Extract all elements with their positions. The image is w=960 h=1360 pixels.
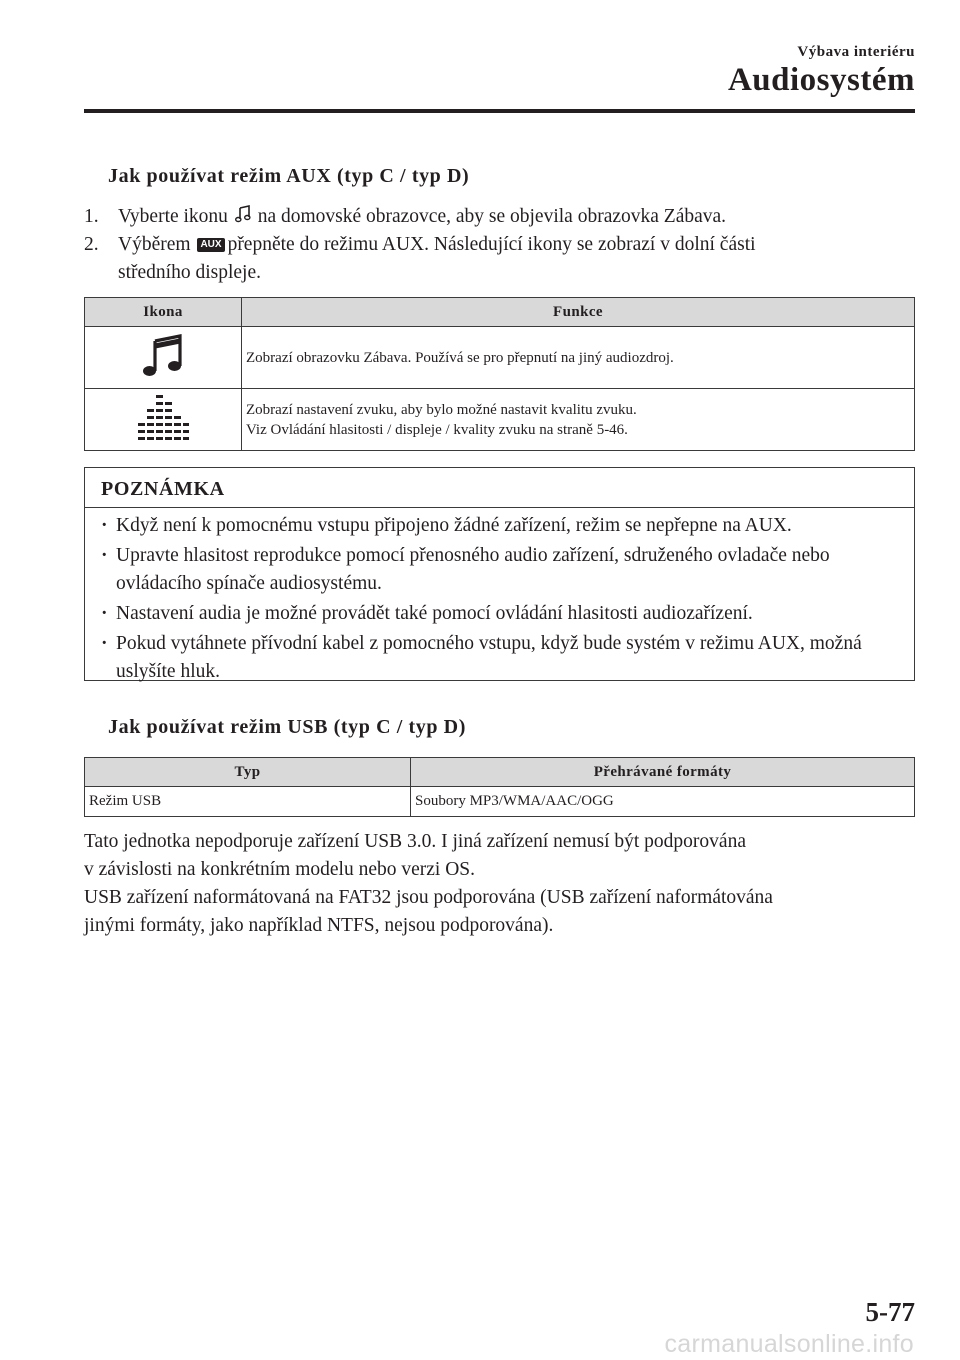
- table-row: [85, 389, 915, 451]
- step-text: Vyberte ikonu: [118, 206, 228, 227]
- column-header: Typ: [85, 758, 411, 787]
- bullet-icon: ·: [101, 633, 108, 654]
- table-header-row: [85, 298, 915, 327]
- aux-section-title: Jak používat režim AUX (typ C / typ D): [108, 165, 470, 187]
- usb-section-title: Jak používat režim USB (typ C / typ D): [108, 716, 466, 738]
- note-list: [85, 512, 914, 686]
- step-text: Výběrem: [118, 234, 191, 255]
- note-title: POZNÁMKA: [85, 468, 914, 508]
- section-label: Výbava interiéru: [797, 44, 915, 60]
- chapter-title: Audiosystém: [727, 62, 915, 98]
- usb-format-table: [84, 757, 915, 817]
- table-header-row: [85, 758, 915, 787]
- table-cell: Režim USB: [85, 787, 411, 817]
- list-item: [101, 512, 914, 540]
- table-row: [85, 327, 915, 389]
- paragraph-line: jinými formáty, jako například NTFS, nejsou podporována).: [84, 915, 554, 936]
- step-continuation: středního displeje.: [118, 262, 261, 283]
- list-item: [101, 630, 914, 686]
- step-number: 1.: [84, 206, 99, 227]
- table-cell: [85, 327, 242, 389]
- note-text: Když není k pomocnému vstupu připojeno žádné zařízení, režim se nepřepne na AUX.: [116, 515, 792, 536]
- step-text: na domovské obrazovce, aby se objevila obrazovka Zábava.: [257, 206, 727, 227]
- note-text: Pokud vytáhnete přívodní kabel z pomocného vstupu, když bude systém v režimu AUX, možná uslyšíte hluk.: [116, 633, 862, 682]
- list-item: [101, 600, 914, 628]
- header-divider: [84, 109, 915, 113]
- function-text: Viz Ovládání hlasitosti / displeje / kvality zvuku na straně 5-46.: [246, 421, 628, 438]
- column-header: Přehrávané formáty: [411, 758, 915, 787]
- table-cell: Soubory MP3/WMA/AAC/OGG: [411, 787, 915, 817]
- table-cell: [242, 389, 915, 451]
- music-note-icon: [235, 204, 251, 232]
- paragraph-line: Tato jednotka nepodporuje zařízení USB 3.0. I jiná zařízení nemusí být podporována: [84, 831, 746, 852]
- icon-function-table: [84, 297, 915, 451]
- step-text: přepněte do režimu AUX. Následující ikony se zobrazí v dolní části: [227, 234, 756, 255]
- paragraph-line: USB zařízení naformátovaná na FAT32 jsou podporována (USB zařízení naformátována: [84, 887, 773, 908]
- table-cell: [242, 327, 915, 389]
- bullet-icon: ·: [101, 515, 108, 536]
- note-text: Upravte hlasitost reprodukce pomocí přenosného audio zařízení, sdruženého ovladače nebo ovládacího spínače audiosystému.: [116, 545, 830, 594]
- aux-step-1: [84, 203, 924, 232]
- table-cell: [85, 389, 242, 451]
- bullet-icon: ·: [101, 545, 108, 566]
- note-box: [84, 467, 915, 681]
- column-header: Ikona: [85, 298, 242, 327]
- list-item: [101, 542, 914, 598]
- table-row: [85, 787, 915, 817]
- watermark: carmanualsonline.info: [664, 1330, 914, 1358]
- aux-badge-icon: AUX: [197, 238, 224, 252]
- aux-step-2: [84, 231, 924, 287]
- equalizer-icon: [135, 428, 191, 445]
- bullet-icon: ·: [101, 603, 108, 624]
- music-note-icon: [140, 365, 186, 382]
- page-number: 5-77: [865, 1297, 915, 1327]
- function-text: Zobrazí obrazovku Zábava. Používá se pro přepnutí na jiný audiozdroj.: [246, 349, 674, 366]
- note-text: Nastavení audia je možné provádět také pomocí ovládání hlasitosti audiozařízení.: [116, 603, 753, 624]
- step-number: 2.: [84, 234, 99, 255]
- paragraph-line: v závislosti na konkrétním modelu nebo verzi OS.: [84, 859, 476, 880]
- function-text: Zobrazí nastavení zvuku, aby bylo možné nastavit kvalitu zvuku.: [246, 401, 637, 418]
- usb-paragraph: [84, 828, 924, 940]
- column-header: Funkce: [242, 298, 915, 327]
